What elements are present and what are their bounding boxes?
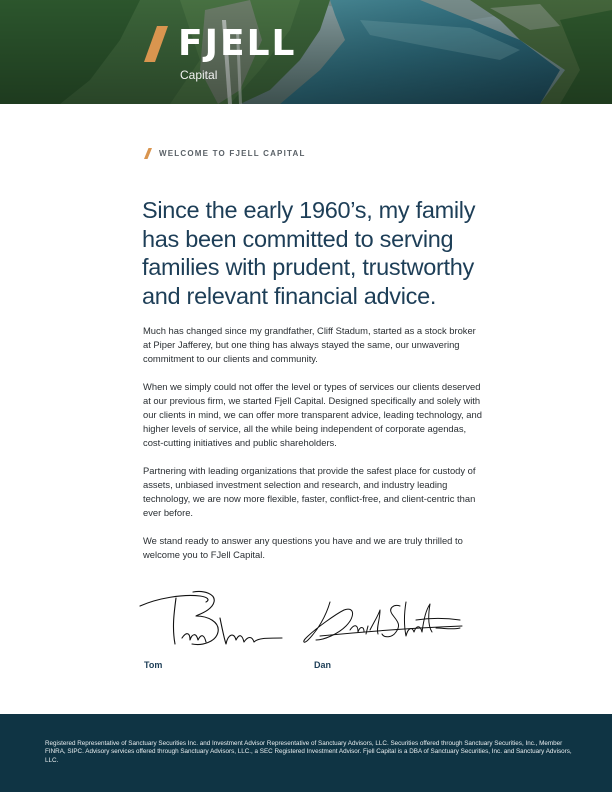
- signer-name-dan: Dan: [314, 660, 332, 670]
- paragraph-2: When we simply could not offer the level or types of services our clients deserved at our previous firm, we started Fjell Capital. Designed specifically and solely with our clients in mind, we can offer more transparent advice, leading technology, and higher levels of service, all the while being independent of corporate agendas, cost-cutting initiatives and public shareholders.: [143, 381, 482, 448]
- logo-slash-mark: [144, 26, 168, 62]
- logo-wordmark: FJELL: [178, 23, 297, 64]
- tom-signature-image: [138, 588, 286, 650]
- accent-slash-icon: [144, 148, 152, 159]
- paragraph-4: We stand ready to answer any questions you have and we are truly thrilled to welcome you to FJell Capital.: [143, 535, 463, 560]
- fjord-landscape-image: [0, 0, 612, 104]
- letter-body: [143, 324, 483, 576]
- eyebrow-text: WELCOME TO FJELL CAPITAL: [159, 149, 306, 158]
- footer-disclaimer: Registered Representative of Sanctuary Securities Inc. and Investment Advisor Representative of Sanctuary Advisors, LLC. Securities offered through Sanctuary Securities, Inc., Member FINRA, SIPC. Advisory services offered through Sanctuary Advisors, LLC., a SEC Registered Investment Advisor. Fjell Capital is a DBA of Sanctuary Securities, Inc. and Sanctuary Advisors, LLC.: [45, 740, 572, 764]
- dan-signature-image: [300, 598, 466, 646]
- footer: [0, 714, 612, 792]
- logo-subtitle: Capital: [180, 68, 218, 82]
- signer-name-tom: Tom: [144, 660, 163, 670]
- paragraph-1: Much has changed since my grandfather, Cliff Stadum, started as a stock broker at Piper Jafferey, but one thing has always stayed the same, our unwavering commitment to our clients and community.: [143, 325, 476, 364]
- paragraph-3: Partnering with leading organizations that provide the safest place for custody of assets, unbiased investment selection and research, and industry leading technology, we are now more flexible, faster, conflict-free, and client-centric than ever before.: [143, 465, 476, 518]
- hero-banner: [0, 0, 612, 104]
- headline: Since the early 1960’s, my family has been committed to serving families with prudent, trustworthy and relevant financial advice.: [142, 197, 476, 309]
